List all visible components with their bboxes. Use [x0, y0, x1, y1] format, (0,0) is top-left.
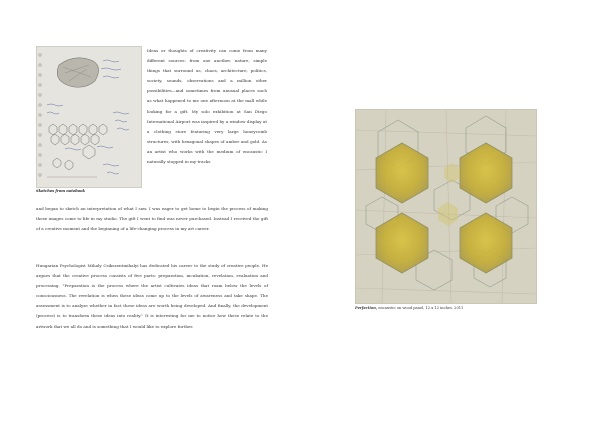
sketch-caption: Sketches from notebook	[36, 189, 86, 193]
paragraph-2: Hungarian Psychologist Mihaly Csikszentmihalyi has dedicated his career to the study of creative people. He argues that the creative process consists of five parts: preparation, incubation, revelation, evaluation and processing. "Preparation is the process where the artist cultivates ideas that roam below the levels of consciousness. The revelation is when these ideas come up to the levels of awareness and take shape. The assessment is to analyze whether in fact these ideas are worth being developed. And finally, the development (process) is to transform these ideas into reality." It is interesting for me to notice how these relate to the artwork that we all do and is something that I would like to explore further.	[36, 263, 268, 329]
notebook-sketch-image	[36, 46, 142, 188]
paragraph-1-continued: and began to sketch an interpretation of what I saw. I was eager to get home to begin the process of making these images come to life in my studio. The gift I went to find was never purchased. Instead I received the gift of a creative moment and the beginning of a life-changing process in my art career.	[36, 206, 268, 231]
right-page	[300, 0, 600, 424]
painting-caption-title: Perfection,	[355, 306, 378, 310]
sketch-drawing	[37, 47, 141, 187]
body-text-wide	[36, 204, 268, 234]
body-text-paragraph-2	[36, 261, 268, 332]
painting-caption	[355, 306, 463, 310]
perfection-painting-image	[355, 109, 537, 304]
body-text-narrow	[147, 46, 267, 167]
paragraph-1-narrow: Ideas or thoughts of creativity can come from many different sources: from one another, nature, simple things that surround us, chaos, architecture, politics, society, sounds, observations and a million other possibilities—and sometimes from unusual places such as what happened to me one afternoon at the mall while looking for a gift. My solo exhibition at San Diego International Airport was inspired by a window display at a clothing store featuring very large honeycomb structures, with hexagonal shapes of amber and gold. As an artist who works with the medium of encaustic I naturally stopped in my tracks	[147, 48, 267, 165]
painting-caption-details: encaustic on wood panel, 12 x 12 inches, 2011	[377, 306, 464, 310]
painting-artwork	[356, 110, 536, 303]
